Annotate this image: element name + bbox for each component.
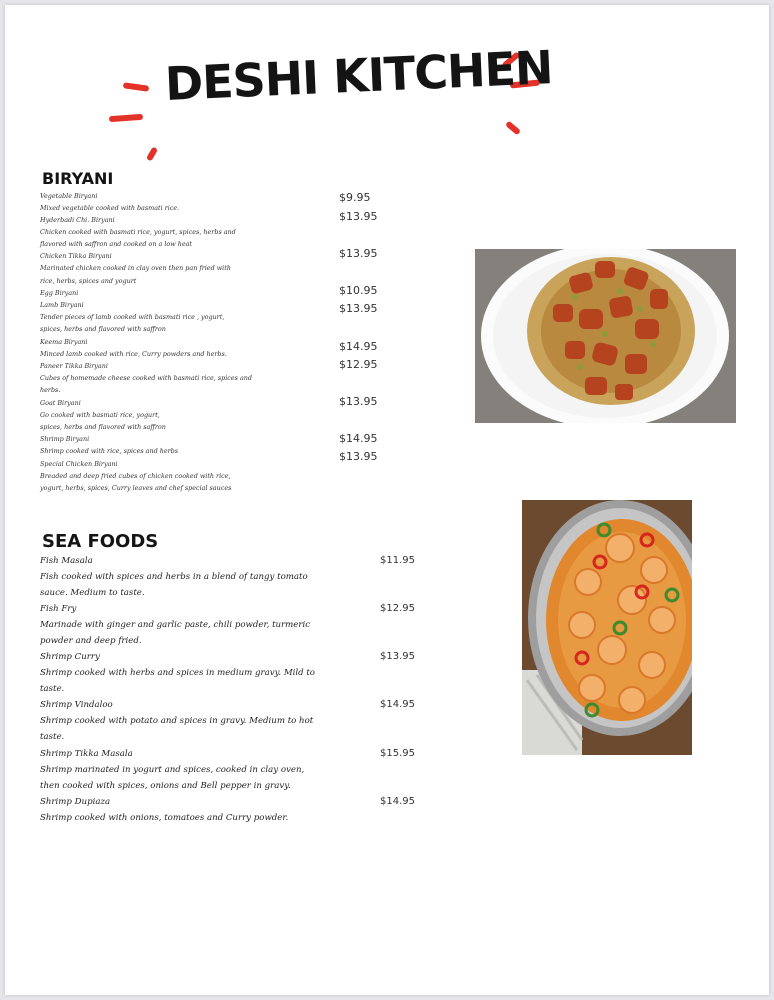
menu-item-desc: Shrimp cooked with potato and spices in gravy. Medium to hot bbox=[40, 716, 314, 726]
menu-item-name: Shrimp Vindaloo bbox=[40, 700, 113, 710]
title-accent-dash bbox=[109, 114, 143, 122]
menu-item-desc: taste. bbox=[40, 732, 65, 742]
menu-item-name: Hyderbadi Chi. Biryani bbox=[40, 216, 115, 224]
seafoods-heading: SEA FOODS bbox=[42, 531, 159, 552]
menu-page bbox=[5, 5, 769, 995]
menu-item-name: Keema Biryani bbox=[40, 338, 88, 346]
menu-item-price: $9.95 bbox=[339, 191, 371, 204]
menu-item-price: $13.95 bbox=[380, 651, 415, 662]
menu-item-price: $10.95 bbox=[339, 284, 378, 297]
menu-item-price: $15.95 bbox=[380, 748, 415, 759]
menu-item-desc: Minced lamb cooked with rice, Curry powders and herbs. bbox=[40, 350, 227, 358]
menu-item-desc: Cubes of homemade cheese cooked with basmati rice, spices and bbox=[40, 374, 252, 382]
menu-item-price: $12.95 bbox=[339, 358, 378, 371]
menu-item-desc: Breaded and deep fried cubes of chicken cooked with rice, bbox=[40, 472, 231, 480]
menu-item-price: $14.95 bbox=[380, 796, 415, 807]
menu-item-price: $14.95 bbox=[339, 340, 378, 353]
menu-item-name: Shrimp Dupiaza bbox=[40, 797, 111, 807]
menu-item-desc: Chicken cooked with basmati rice, yogurt, spices, herbs and bbox=[40, 228, 236, 236]
biryani-heading: BIRYANI bbox=[42, 169, 114, 188]
menu-item-desc: rice, herbs, spices and yogurt bbox=[40, 277, 137, 285]
menu-item-name: Fish Fry bbox=[40, 604, 77, 614]
menu-item-desc: powder and deep fried. bbox=[40, 636, 142, 646]
title-accent-dash bbox=[505, 121, 521, 136]
menu-item-name: Special Chicken Biryani bbox=[40, 460, 118, 468]
menu-item-desc: Shrimp cooked with herbs and spices in medium gravy. Mild to bbox=[40, 668, 315, 678]
menu-item-name: Fish Masala bbox=[40, 556, 93, 566]
menu-item-name: Lamb Biryani bbox=[40, 301, 84, 309]
title-accent-dash bbox=[123, 82, 150, 92]
menu-item-desc: Mixed vegetable cooked with basmati rice. bbox=[40, 204, 180, 212]
menu-item-price: $13.95 bbox=[339, 450, 378, 463]
menu-item-desc: Shrimp cooked with rice, spices and herbs bbox=[40, 447, 179, 455]
shrimp-curry-image bbox=[522, 500, 692, 755]
shrimp-curry-photo bbox=[522, 500, 692, 755]
menu-item-desc: taste. bbox=[40, 684, 65, 694]
menu-item-desc: flavored with saffron and cooked on a low heat bbox=[40, 240, 192, 248]
menu-item-price: $13.95 bbox=[339, 395, 378, 408]
menu-item-desc: spices, herbs and flavored with saffron bbox=[40, 423, 166, 431]
menu-item-desc: Go cooked with basmati rice, yogurt, bbox=[40, 411, 160, 419]
menu-item-name: Shrimp Tikka Masala bbox=[40, 749, 133, 759]
menu-item-name: Vegetable Biryani bbox=[40, 192, 98, 200]
title-accent-dash bbox=[146, 146, 158, 161]
chicken-biryani-photo bbox=[475, 249, 736, 423]
menu-item-price: $14.95 bbox=[380, 699, 415, 710]
menu-item-desc: spices, herbs and flavored with saffron bbox=[40, 325, 166, 333]
menu-item-desc: Fish cooked with spices and herbs in a blend of tangy tomato bbox=[40, 572, 308, 582]
menu-item-desc: sauce. Medium to taste. bbox=[40, 588, 145, 598]
menu-item-price: $13.95 bbox=[339, 247, 378, 260]
menu-item-name: Shrimp Curry bbox=[40, 652, 100, 662]
menu-item-price: $12.95 bbox=[380, 603, 415, 614]
menu-item-desc: then cooked with spices, onions and Bell pepper in gravy. bbox=[40, 781, 291, 791]
menu-item-price: $14.95 bbox=[339, 432, 378, 445]
menu-item-desc: Shrimp marinated in yogurt and spices, cooked in clay oven, bbox=[40, 765, 305, 775]
menu-item-desc: Marinade with ginger and garlic paste, chili powder, turmeric bbox=[40, 620, 311, 630]
chicken-biryani-image bbox=[475, 249, 736, 423]
menu-item-name: Shrimp Biryani bbox=[40, 435, 90, 443]
menu-item-desc: Marinated chicken cooked in clay oven then pan fried with bbox=[40, 264, 231, 272]
restaurant-title: DESHI KITCHEN bbox=[163, 40, 554, 111]
menu-item-price: $13.95 bbox=[339, 302, 378, 315]
menu-item-price: $11.95 bbox=[380, 555, 415, 566]
menu-item-name: Egg Biryani bbox=[40, 289, 79, 297]
menu-item-desc: Tender pieces of lamb cooked with basmati rice , yogurt, bbox=[40, 313, 225, 321]
menu-item-price: $13.95 bbox=[339, 210, 378, 223]
menu-item-name: Goat Biryani bbox=[40, 399, 81, 407]
menu-item-name: Paneer Tikka Biryani bbox=[40, 362, 108, 370]
menu-item-name: Chicken Tikka Biryani bbox=[40, 252, 112, 260]
menu-item-desc: herbs. bbox=[40, 386, 61, 394]
menu-item-desc: Shrimp cooked with onions, tomatoes and Curry powder. bbox=[40, 813, 289, 823]
menu-item-desc: yogurt, herbs, spices, Curry leaves and chef special sauces bbox=[40, 484, 232, 492]
